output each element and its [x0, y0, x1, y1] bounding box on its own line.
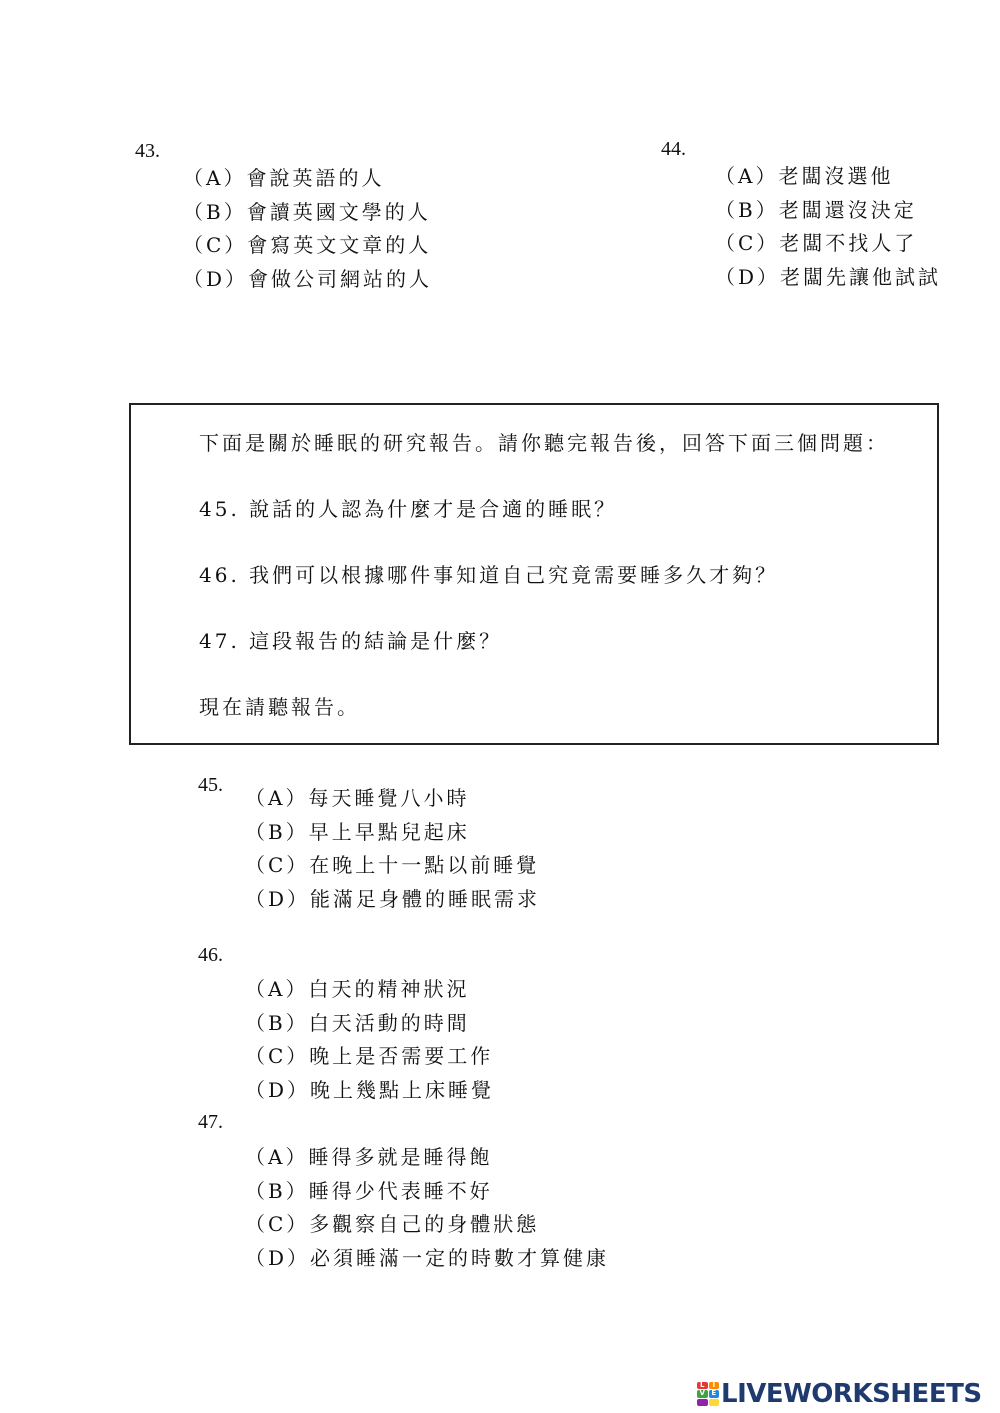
option-46-c[interactable]: （C）晚上是否需要工作: [245, 1044, 494, 1068]
option-47-d[interactable]: （D）必須睡滿一定的時數才算健康: [245, 1245, 610, 1270]
question-47-options: [245, 1141, 609, 1275]
option-45-c[interactable]: （C）在晚上十一點以前睡覺: [245, 853, 540, 877]
question-44-options: [715, 160, 941, 294]
option-43-b[interactable]: （B）會讀英國文學的人: [183, 199, 431, 224]
liveworksheets-logo-icon: [697, 1382, 719, 1406]
option-44-b[interactable]: （B）老闆還沒決定: [715, 197, 917, 222]
option-44-a[interactable]: （A）老闆沒選他: [715, 164, 894, 188]
option-46-b[interactable]: （B）白天活動的時間: [245, 1010, 470, 1035]
logo-tile: I: [709, 1382, 720, 1389]
instructions-outro: 現在請聽報告。: [199, 695, 360, 719]
option-47-c[interactable]: （C）多觀察自己的身體狀態: [245, 1212, 540, 1236]
question-43-options: [183, 162, 432, 296]
option-45-a[interactable]: （A）每天睡覺八小時: [245, 786, 470, 810]
option-46-d[interactable]: （D）晚上幾點上床睡覺: [245, 1077, 495, 1102]
instructions-q46: 46. 我們可以根據哪件事知道自己究竟需要睡多久才夠？: [199, 563, 779, 587]
option-47-a[interactable]: （A）睡得多就是睡得飽: [245, 1145, 493, 1169]
logo-tile: L: [697, 1382, 708, 1389]
instructions-q45: 45. 說話的人認為什麼才是合適的睡眠？: [199, 497, 618, 521]
option-47-b[interactable]: （B）睡得少代表睡不好: [245, 1178, 493, 1203]
option-44-d[interactable]: （D）老闆先讓他試試: [715, 264, 942, 289]
question-46-options: [245, 973, 494, 1107]
question-47-number: 47.: [198, 1111, 223, 1133]
option-45-b[interactable]: （B）早上早點兒起床: [245, 819, 470, 844]
question-43-number: 43.: [135, 140, 160, 162]
option-44-c[interactable]: （C）老闆不找人了: [715, 231, 918, 255]
instructions-q47: 47. 這段報告的結論是什麼？: [199, 629, 503, 653]
question-44-number: 44.: [661, 138, 686, 160]
option-46-a[interactable]: （A）白天的精神狀況: [245, 977, 470, 1001]
logo-tile: [709, 1399, 720, 1406]
question-45-number: 45.: [198, 774, 223, 796]
instructions-intro: 下面是關於睡眠的研究報告。請你聽完報告後，回答下面三個問題：: [199, 431, 889, 455]
logo-tile: V: [697, 1390, 708, 1397]
option-45-d[interactable]: （D）能滿足身體的睡眠需求: [245, 886, 541, 911]
option-43-c[interactable]: （C）會寫英文文章的人: [183, 233, 432, 257]
liveworksheets-brand-text: LIVEWORKSHEETS: [721, 1379, 982, 1409]
option-43-a[interactable]: （A）會說英語的人: [183, 166, 385, 190]
option-43-d[interactable]: （D）會做公司網站的人: [183, 266, 433, 291]
question-46-number: 46.: [198, 944, 223, 966]
question-45-options: [245, 782, 540, 916]
liveworksheets-logo: [697, 1378, 982, 1410]
logo-tile: [697, 1399, 708, 1406]
instructions-box: [129, 403, 939, 745]
logo-tile: E: [709, 1390, 720, 1397]
